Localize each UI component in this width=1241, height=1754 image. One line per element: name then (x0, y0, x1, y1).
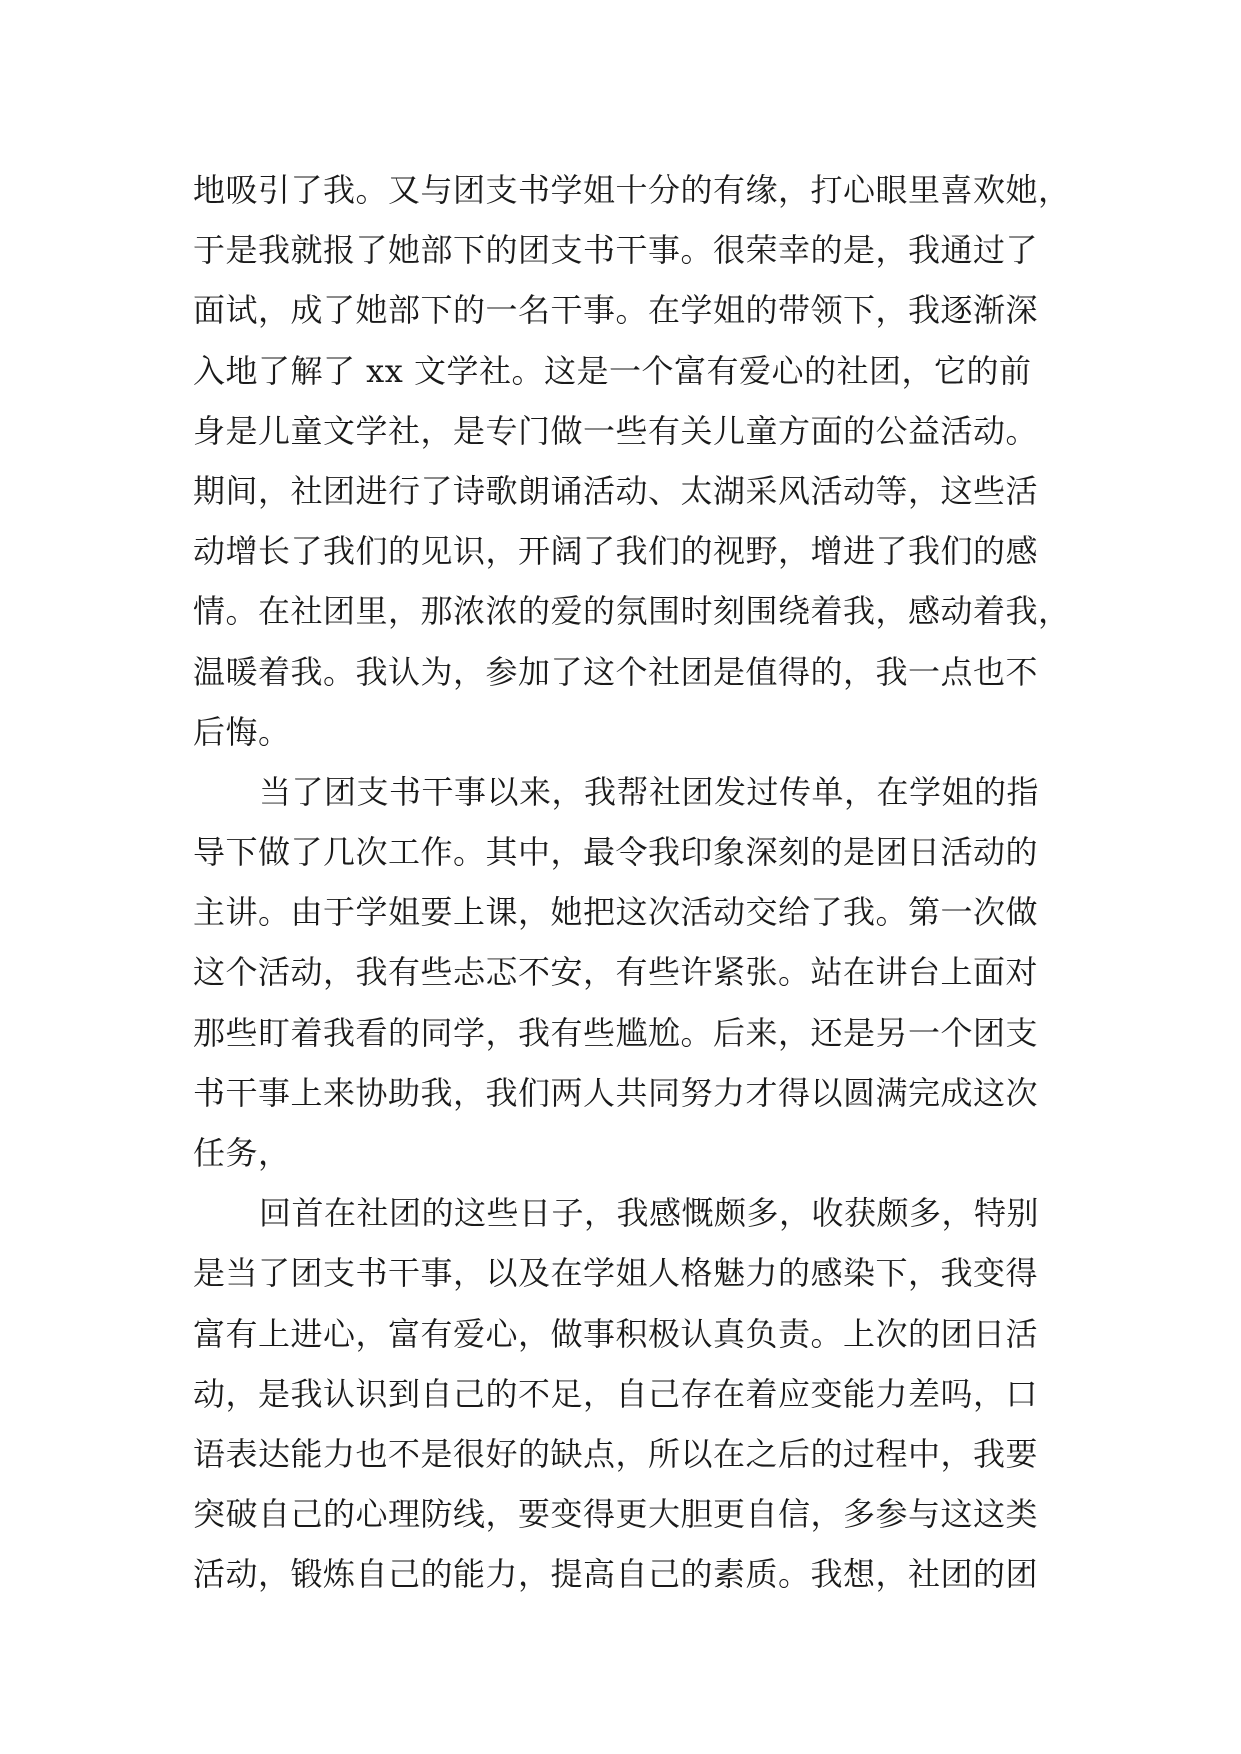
text-line: 那些盯着我看的同学，我有些尴尬。后来，还是另一个团支 (193, 1013, 1039, 1052)
text-line: 地吸引了我。又与团支书学姐十分的有缘，打心眼里喜欢她， (193, 171, 1071, 209)
text-line: 情。在社团里，那浓浓的爱的氛围时刻围绕着我，感动着我， (193, 592, 1071, 631)
text-line: 语表达能力也不是很好的缺点，所以在之后的过程中，我要 (193, 1434, 1039, 1473)
text-line: 于是我就报了她部下的团支书干事。很荣幸的是，我通过了 (193, 231, 1039, 270)
text-line: 这个活动，我有些忐忑不安，有些许紧张。站在讲台上面对 (193, 953, 1039, 992)
text-line: 入地了解了 xx 文学社。这是一个富有爱心的社团，它的前 (193, 351, 1032, 390)
text-line: 面试，成了她部下的一名干事。在学姐的带领下，我逐渐深 (193, 291, 1039, 330)
text-line: 主讲。由于学姐要上课，她把这次活动交给了我。第一次做 (193, 893, 1039, 932)
text-line: 活动，锻炼自己的能力，提高自己的素质。我想，社团的团 (193, 1555, 1039, 1594)
text-line: 书干事上来协助我，我们两人共同努力才得以圆满完成这次 (193, 1073, 1039, 1112)
text-line: 导下做了几次工作。其中，最令我印象深刻的是团日活动的 (193, 833, 1039, 872)
text-line: 任务， (193, 1134, 291, 1172)
paragraph-first-line: 回首在社团的这些日子，我感慨颇多，收获颇多，特别 (259, 1194, 1040, 1233)
text-line: 身是儿童文学社，是专门做一些有关儿童方面的公益活动。 (193, 411, 1039, 450)
text-line: 动，是我认识到自己的不足，自己存在着应变能力差吗，口 (193, 1374, 1039, 1413)
text-line: 动增长了我们的见识，开阔了我们的视野，增进了我们的感 (193, 532, 1039, 571)
text-line: 期间，社团进行了诗歌朗诵活动、太湖采风活动等，这些活 (193, 471, 1039, 510)
text-line: 是当了团支书干事，以及在学姐人格魅力的感染下，我变得 (193, 1254, 1039, 1293)
text-line: 温暖着我。我认为，参加了这个社团是值得的，我一点也不 (193, 652, 1039, 691)
text-line: 富有上进心，富有爱心，做事积极认真负责。上次的团日活 (193, 1314, 1039, 1353)
text-line: 后悔。 (193, 712, 291, 751)
document-body (193, 160, 1071, 1605)
paragraph-first-line: 当了团支书干事以来，我帮社团发过传单，在学姐的指 (259, 772, 1040, 811)
text-line: 突破自己的心理防线，要变得更大胆更自信，多参与这这类 (193, 1495, 1039, 1534)
